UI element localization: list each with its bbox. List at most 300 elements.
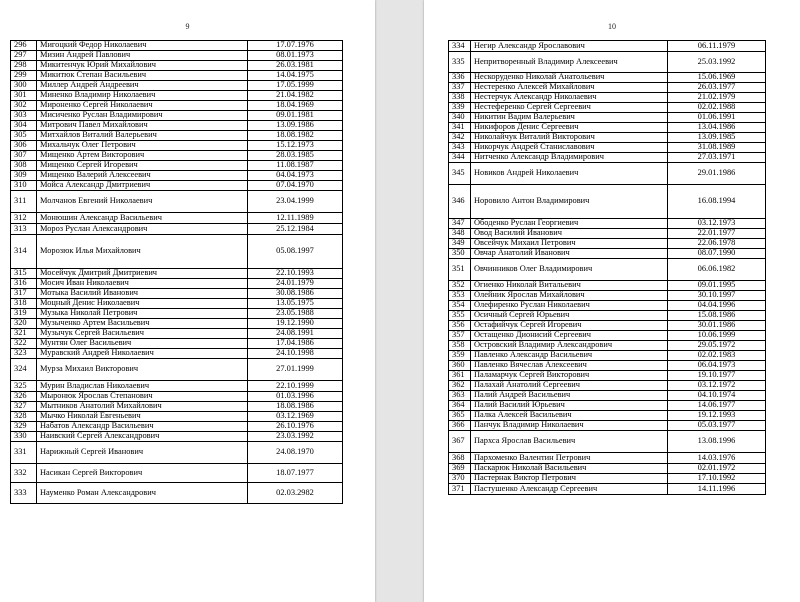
row-number: 356 [449,321,471,331]
row-number: 336 [449,73,471,83]
table-row [11,121,343,131]
birth-date: 17.05.1999 [248,81,343,91]
full-name: Мизин Андрей Павлович [37,51,248,61]
table-row [11,181,343,191]
table-row [449,103,766,113]
row-number: 310 [11,181,37,191]
table-row [449,219,766,229]
birth-date: 13.08.1996 [668,431,766,453]
full-name: Моцный Денис Николаевич [37,299,248,309]
table-row [11,151,343,161]
birth-date: 14.03.1976 [668,453,766,464]
full-name: Мороз Руслан Александрович [37,224,248,235]
birth-date: 03.12.1973 [668,219,766,229]
row-number: 364 [449,401,471,411]
birth-date: 17.10.1992 [668,474,766,484]
birth-date: 17.04.1986 [248,339,343,349]
full-name: Мисиченко Руслан Владимирович [37,111,248,121]
birth-date: 30.08.1986 [248,289,343,299]
row-number: 320 [11,319,37,329]
table-row [449,371,766,381]
birth-date: 23.04.1999 [248,191,343,213]
full-name: Набатов Александр Васильевич [37,422,248,432]
table-row [449,301,766,311]
full-name: Митрович Павел Михайлович [37,121,248,131]
table-row [449,431,766,453]
birth-date: 16.08.1994 [668,185,766,219]
birth-date: 02.02.1988 [668,103,766,113]
birth-date: 09.01.1995 [668,281,766,291]
table-row [449,52,766,73]
row-number: 300 [11,81,37,91]
table-row [11,464,343,483]
table-row [449,41,766,52]
row-number: 371 [449,484,471,495]
row-number: 316 [11,279,37,289]
table-row [11,81,343,91]
table-row [449,351,766,361]
birth-date: 22.10.1999 [248,381,343,392]
row-number: 317 [11,289,37,299]
table-row [11,381,343,392]
row-number: 324 [11,359,37,381]
table-row [11,141,343,151]
row-number: 302 [11,101,37,111]
birth-date: 25.12.1984 [248,224,343,235]
full-name: Палий Андрей Васильевич [471,391,668,401]
row-number: 346 [449,185,471,219]
table-row [449,229,766,239]
table-row [449,291,766,301]
full-name: Мычко Николай Евгеньевич [37,412,248,422]
row-number: 342 [449,133,471,143]
full-name: Никифоров Денис Сергеевич [471,123,668,133]
full-name: Насикан Сергей Викторович [37,464,248,483]
row-number: 333 [11,483,37,504]
table-row [11,41,343,51]
birth-date: 03.12.1969 [248,412,343,422]
full-name: Овсейчук Михаил Петрович [471,239,668,249]
birth-date: 18.04.1969 [248,101,343,111]
row-number: 326 [11,392,37,402]
full-name: Павленко Вячеслав Алексеевич [471,361,668,371]
row-number: 298 [11,61,37,71]
full-name: Мигоцкий Федор Николаевич [37,41,248,51]
full-name: Мосич Иван Николаевич [37,279,248,289]
row-number: 311 [11,191,37,213]
full-name: Николайчук Виталий Викторович [471,133,668,143]
row-number: 329 [11,422,37,432]
row-number: 308 [11,161,37,171]
row-number: 328 [11,412,37,422]
table-row [449,453,766,464]
table-row [449,153,766,163]
full-name: Ободенко Руслан Георгиевич [471,219,668,229]
table-row [11,213,343,224]
table-row [449,341,766,351]
birth-date: 17.07.1976 [248,41,343,51]
full-name: Нитченко Александр Владимирович [471,153,668,163]
full-name: Паскарюк Николай Васильевич [471,464,668,474]
birth-date: 18.08.1982 [248,131,343,141]
row-number: 318 [11,299,37,309]
row-number: 359 [449,351,471,361]
row-number: 354 [449,301,471,311]
table-row [11,111,343,121]
row-number: 344 [449,153,471,163]
table-row [11,191,343,213]
birth-date: 26.03.1981 [248,61,343,71]
birth-date: 13.05.1975 [248,299,343,309]
table-row [11,289,343,299]
full-name: Морозюк Илья Михайлович [37,235,248,269]
birth-date: 21.04.1982 [248,91,343,101]
table-row [11,402,343,412]
register-table-body [449,41,766,495]
birth-date: 24.10.1998 [248,349,343,359]
row-number: 322 [11,339,37,349]
row-number: 335 [449,52,471,73]
table-row [449,249,766,259]
row-number: 348 [449,229,471,239]
row-number: 338 [449,93,471,103]
full-name: Музыченко Артем Васильевич [37,319,248,329]
birth-date: 21.02.1979 [668,93,766,103]
full-name: Мойса Александр Дмитриевич [37,181,248,191]
full-name: Пархоменко Валентин Петрович [471,453,668,464]
table-row [11,309,343,319]
full-name: Овчинников Олег Владимирович [471,259,668,281]
full-name: Наивский Сергей Александрович [37,432,248,442]
row-number: 363 [449,391,471,401]
table-row [449,401,766,411]
table-row [449,113,766,123]
row-number: 369 [449,464,471,474]
birth-date: 27.03.1971 [668,153,766,163]
row-number: 361 [449,371,471,381]
table-row [11,339,343,349]
table-row [11,422,343,432]
table-row [449,163,766,185]
full-name: Пастушенко Александр Сергеевич [471,484,668,495]
row-number: 321 [11,329,37,339]
birth-date: 23.05.1988 [248,309,343,319]
birth-date: 19.12.1990 [248,319,343,329]
row-number: 307 [11,151,37,161]
birth-date: 13.09.1985 [668,133,766,143]
row-number: 355 [449,311,471,321]
birth-date: 14.11.1996 [668,484,766,495]
row-number: 345 [449,163,471,185]
row-number: 350 [449,249,471,259]
birth-date: 19.10.1977 [668,371,766,381]
birth-date: 29.01.1986 [668,163,766,185]
full-name: Мунтян Олег Васильевич [37,339,248,349]
full-name: Пастернак Виктор Петрович [471,474,668,484]
full-name: Молчанов Евгений Николаевич [37,191,248,213]
full-name: Мищенко Валерий Алексеевич [37,171,248,181]
row-number: 352 [449,281,471,291]
full-name: Миллер Андрей Андреевич [37,81,248,91]
table-row [11,101,343,111]
full-name: Миненко Владимир Николаевич [37,91,248,101]
row-number: 365 [449,411,471,421]
full-name: Негир Александр Ярославович [471,41,668,52]
row-number: 304 [11,121,37,131]
birth-date: 07.04.1970 [248,181,343,191]
row-number: 347 [449,219,471,229]
table-row [449,311,766,321]
birth-date: 24.01.1979 [248,279,343,289]
row-number: 323 [11,349,37,359]
birth-date: 01.03.1996 [248,392,343,402]
row-number: 296 [11,41,37,51]
row-number: 366 [449,421,471,431]
birth-date: 18.07.1977 [248,464,343,483]
full-name: Олефиренко Руслан Николаевич [471,301,668,311]
table-row [11,224,343,235]
full-name: Мурза Михаил Викторович [37,359,248,381]
full-name: Палка Алексей Васильевич [471,411,668,421]
table-row [11,61,343,71]
birth-date: 08.07.1990 [668,249,766,259]
table-row [11,483,343,504]
register-table [10,40,343,504]
birth-date: 26.03.1977 [668,83,766,93]
full-name: Остафийчук Сергей Игоревич [471,321,668,331]
row-number: 368 [449,453,471,464]
birth-date: 29.05.1972 [668,341,766,351]
birth-date: 05.03.1977 [668,421,766,431]
full-name: Микитюк Степан Васильевич [37,71,248,81]
row-number: 337 [449,83,471,93]
full-name: Никитин Вадим Валерьевич [471,113,668,123]
row-number: 306 [11,141,37,151]
birth-date: 27.01.1999 [248,359,343,381]
table-row [449,331,766,341]
full-name: Мироненко Сергей Николаевич [37,101,248,111]
row-number: 315 [11,269,37,279]
full-name: Нарижный Сергей Иванович [37,442,248,464]
table-row [449,391,766,401]
register-table [448,40,766,495]
birth-date: 24.08.1970 [248,442,343,464]
full-name: Мытников Анатолий Михайлович [37,402,248,412]
full-name: Овчар Анатолий Иванович [471,249,668,259]
table-row [11,71,343,81]
full-name: Овод Василий Иванович [471,229,668,239]
full-name: Новиков Андрей Николаевич [471,163,668,185]
table-row [449,259,766,281]
full-name: Мищенко Сергей Игоревич [37,161,248,171]
row-number: 349 [449,239,471,249]
table-row [11,442,343,464]
table-row [449,73,766,83]
table-row [11,51,343,61]
table-row [449,381,766,391]
birth-date: 30.01.1986 [668,321,766,331]
row-number: 343 [449,143,471,153]
full-name: Митхайлов Виталий Валерьевич [37,131,248,141]
birth-date: 04.04.1996 [668,301,766,311]
table-row [449,484,766,495]
table-row [11,349,343,359]
birth-date: 13.09.1986 [248,121,343,131]
table-row [11,329,343,339]
full-name: Олейник Ярослав Михайлович [471,291,668,301]
table-row [11,299,343,309]
birth-date: 18.08.1986 [248,402,343,412]
full-name: Нестеференко Сергей Сергеевич [471,103,668,113]
table-row [11,91,343,101]
table-row [449,133,766,143]
row-number: 313 [11,224,37,235]
table-row [11,359,343,381]
birth-date: 23.03.1992 [248,432,343,442]
table-row [449,421,766,431]
row-number: 330 [11,432,37,442]
row-number: 325 [11,381,37,392]
birth-date: 03.12.1972 [668,381,766,391]
full-name: Палахай Анатолий Сергеевич [471,381,668,391]
row-number: 334 [449,41,471,52]
full-name: Непритворенный Владимир Алексеевич [471,52,668,73]
birth-date: 02.03.2982 [248,483,343,504]
row-number: 303 [11,111,37,121]
table-row [449,321,766,331]
table-row [449,143,766,153]
left-page [0,0,375,602]
birth-date: 05.08.1997 [248,235,343,269]
row-number: 305 [11,131,37,141]
row-number: 370 [449,474,471,484]
birth-date: 01.06.1991 [668,113,766,123]
row-number: 357 [449,331,471,341]
table-row [449,123,766,133]
full-name: Музыка Николай Петрович [37,309,248,319]
birth-date: 02.02.1983 [668,351,766,361]
row-number: 351 [449,259,471,281]
row-number: 331 [11,442,37,464]
birth-date: 11.08.1987 [248,161,343,171]
birth-date: 19.12.1993 [668,411,766,421]
birth-date: 02.01.1972 [668,464,766,474]
table-row [449,361,766,371]
full-name: Музычук Сергей Васильевич [37,329,248,339]
full-name: Мурин Владислав Николаевич [37,381,248,392]
birth-date: 22.10.1993 [248,269,343,279]
table-row [11,235,343,269]
full-name: Палий Василий Юрьевич [471,401,668,411]
table-row [11,161,343,171]
full-name: Островский Владимир Александрович [471,341,668,351]
full-name: Остащенко Дионисий Сергеевич [471,331,668,341]
table-row [11,319,343,329]
birth-date: 08.01.1973 [248,51,343,61]
full-name: Нестеренко Алексей Михайлович [471,83,668,93]
birth-date: 25.03.1992 [668,52,766,73]
birth-date: 15.08.1986 [668,311,766,321]
birth-date: 30.10.1997 [668,291,766,301]
birth-date: 22.06.1978 [668,239,766,249]
full-name: Паламарчук Сергей Викторович [471,371,668,381]
full-name: Павленко Александр Васильевич [471,351,668,361]
full-name: Нескоруденко Николай Анатольевич [471,73,668,83]
table-row [449,185,766,219]
row-number: 362 [449,381,471,391]
table-row [11,171,343,181]
full-name: Никорчук Андрей Станиславович [471,143,668,153]
birth-date: 28.03.1985 [248,151,343,161]
birth-date: 15.12.1973 [248,141,343,151]
table-row [449,464,766,474]
row-number: 353 [449,291,471,301]
birth-date: 06.11.1979 [668,41,766,52]
table-row [449,239,766,249]
row-number: 341 [449,123,471,133]
row-number: 314 [11,235,37,269]
page-number: 10 [608,22,616,31]
table-row [449,93,766,103]
birth-date: 04.04.1973 [248,171,343,181]
table-row [449,281,766,291]
full-name: Осичный Сергей Юрьевич [471,311,668,321]
row-number: 340 [449,113,471,123]
birth-date: 22.01.1977 [668,229,766,239]
full-name: Монюшин Александр Васильевич [37,213,248,224]
row-number: 319 [11,309,37,319]
birth-date: 26.10.1976 [248,422,343,432]
full-name: Нестерчук Александр Николаевич [471,93,668,103]
full-name: Пархса Ярослав Васильевич [471,431,668,453]
full-name: Микитенчук Юрий Михайлович [37,61,248,71]
row-number: 297 [11,51,37,61]
birth-date: 31.08.1989 [668,143,766,153]
row-number: 309 [11,171,37,181]
birth-date: 13.04.1986 [668,123,766,133]
register-table-body [11,41,343,504]
birth-date: 14.06.1977 [668,401,766,411]
birth-date: 14.04.1975 [248,71,343,81]
row-number: 299 [11,71,37,81]
full-name: Огиенко Николай Витальевич [471,281,668,291]
full-name: Муравский Андрей Николаевич [37,349,248,359]
row-number: 367 [449,431,471,453]
full-name: Мыронюк Ярослав Степанович [37,392,248,402]
table-row [11,279,343,289]
full-name: Науменко Роман Александрович [37,483,248,504]
birth-date: 10.06.1999 [668,331,766,341]
row-number: 332 [11,464,37,483]
birth-date: 04.10.1974 [668,391,766,401]
birth-date: 15.06.1969 [668,73,766,83]
row-number: 327 [11,402,37,412]
table-row [449,411,766,421]
full-name: Мосейчук Дмитрий Дмитриевич [37,269,248,279]
table-row [11,131,343,141]
full-name: Михальчук Олег Петрович [37,141,248,151]
table-row [449,83,766,93]
row-number: 358 [449,341,471,351]
table-row [11,412,343,422]
row-number: 360 [449,361,471,371]
table-row [11,392,343,402]
birth-date: 12.11.1989 [248,213,343,224]
table-row [11,432,343,442]
full-name: Мотыка Василий Иванович [37,289,248,299]
birth-date: 09.01.1981 [248,111,343,121]
table-row [449,474,766,484]
